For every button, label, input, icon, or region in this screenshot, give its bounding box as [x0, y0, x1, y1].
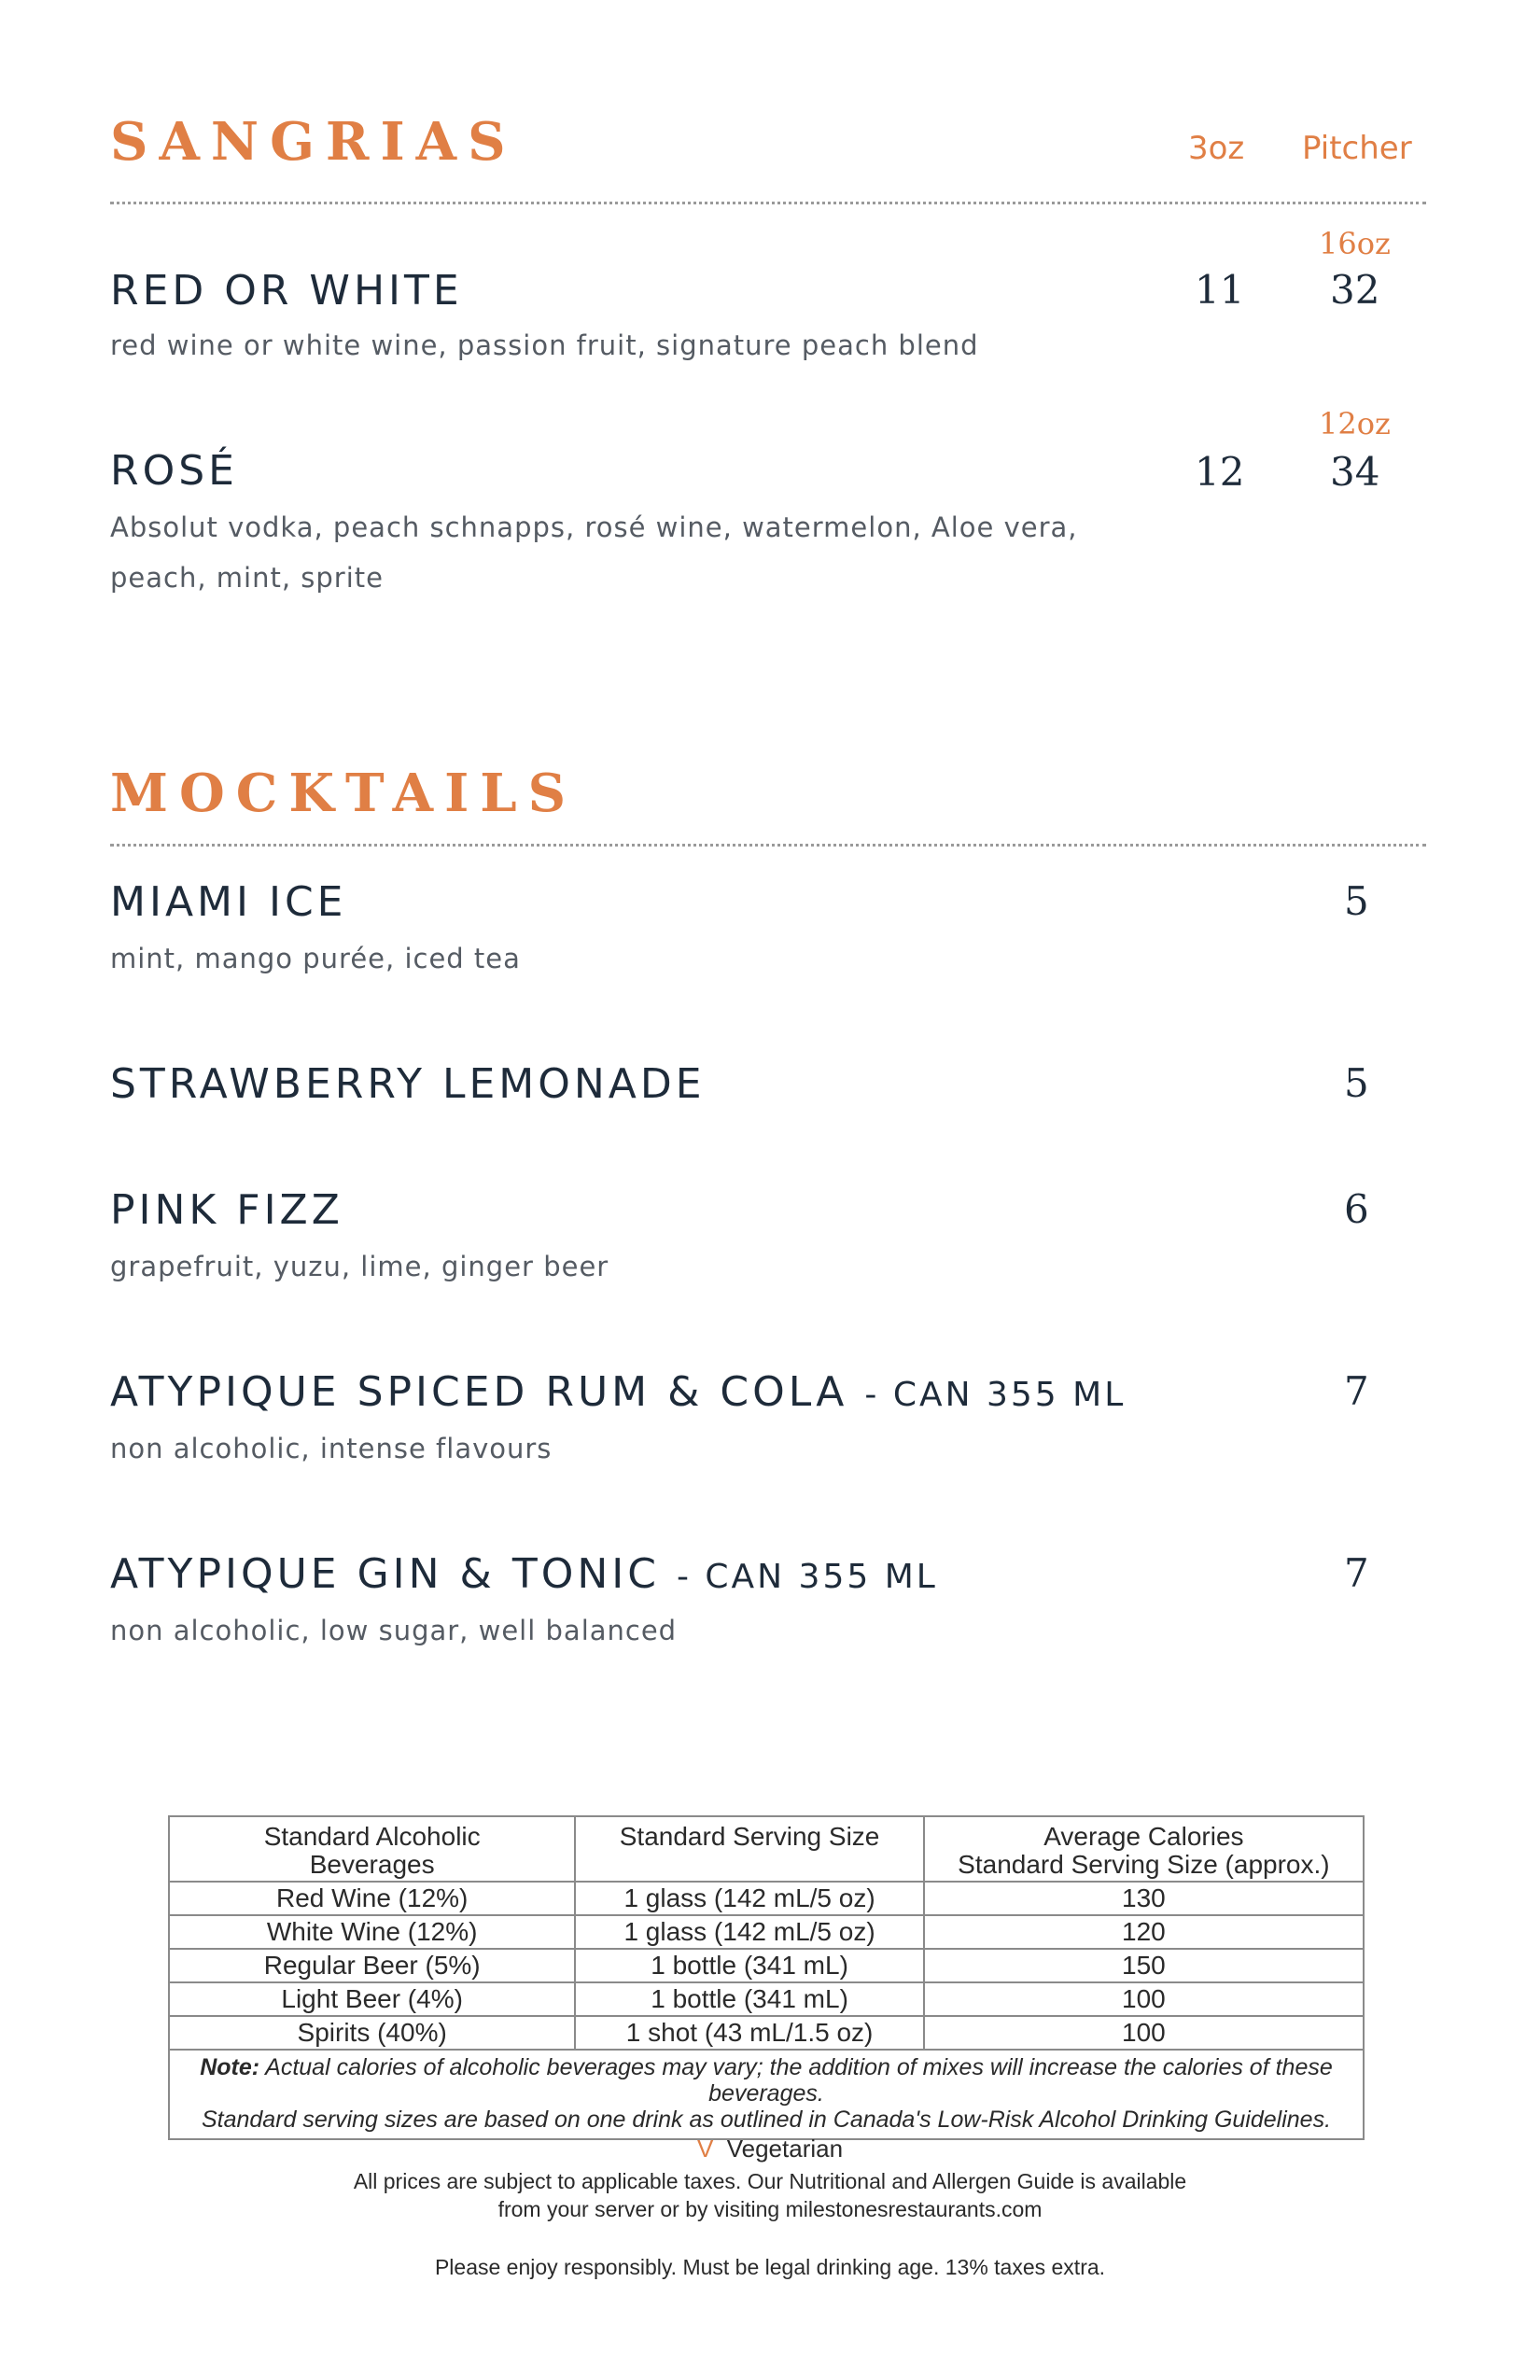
table-cell: 1 bottle (341 mL): [575, 1982, 923, 2016]
taxes-notice: All prices are subject to applicable taxes. Our Nutritional and Allergen Guide is available from your server or by visiting milestonesrestaurants.com: [353, 2169, 1187, 2221]
table-cell: Spirits (40%): [169, 2016, 575, 2050]
table-cell: 1 shot (43 mL/1.5 oz): [575, 2016, 923, 2050]
sangrias-heading: SANGRIAS: [110, 111, 517, 173]
legend-label: Vegetarian: [726, 2135, 844, 2163]
table-cell: White Wine (12%): [169, 1915, 575, 1949]
table-row: [169, 1982, 1364, 2016]
table-cell: 1 glass (142 mL/5 oz): [575, 1915, 923, 1949]
menu-item-name: [110, 1550, 938, 1598]
price: 5: [1344, 1060, 1369, 1106]
table-row: [169, 1882, 1364, 1915]
price-pitcher: 34: [1330, 449, 1380, 495]
table-cell: 130: [924, 1882, 1364, 1915]
pitcher-size-label: 12oz: [1319, 406, 1391, 441]
calorie-table: [168, 1815, 1365, 2140]
price: 7: [1344, 1368, 1369, 1414]
table-row: [169, 1949, 1364, 1982]
table-note-row: [169, 2050, 1364, 2139]
table-row: [169, 2016, 1364, 2050]
table-row: [169, 1915, 1364, 1949]
price-3oz: 11: [1195, 267, 1245, 313]
menu-item-name: PINK FIZZ: [110, 1186, 343, 1234]
table-header: Standard Alcoholic Beverages: [169, 1816, 575, 1882]
mocktails-divider: [110, 844, 1426, 847]
menu-item-description: Absolut vodka, peach schnapps, rosé wine, watermelon, Aloe vera,: [110, 511, 1078, 543]
menu-item-description: grapefruit, yuzu, lime, ginger beer: [110, 1251, 609, 1282]
menu-item-description: peach, mint, sprite: [110, 562, 384, 594]
table-cell: 100: [924, 1982, 1364, 2016]
table-header: Average Calories Standard Serving Size (approx.): [924, 1816, 1364, 1882]
price: 6: [1344, 1186, 1369, 1232]
menu-item-name: STRAWBERRY LEMONADE: [110, 1060, 706, 1108]
table-cell: 1 glass (142 mL/5 oz): [575, 1882, 923, 1915]
table-note: Note: Actual calories of alcoholic beverages may vary; the addition of mixes will increase the calories of these beverages. Standard serving sizes are based on one drink as outlined in Canada's Low-Risk Alcohol Drinking Guidelines.: [169, 2050, 1364, 2139]
menu-item-name: [110, 1368, 1127, 1416]
table-cell: 150: [924, 1949, 1364, 1982]
menu-item-description: non alcoholic, low sugar, well balanced: [110, 1615, 678, 1646]
vegetarian-legend: [0, 2135, 1540, 2163]
price-pitcher: 32: [1330, 267, 1380, 313]
sangrias-divider: [110, 202, 1426, 204]
table-header: Standard Serving Size: [575, 1816, 923, 1882]
menu-item-description: non alcoholic, intense flavours: [110, 1433, 553, 1464]
menu-item-title: ATYPIQUE SPICED RUM & COLA: [110, 1368, 848, 1416]
pitcher-size-label: 16oz: [1319, 226, 1391, 261]
responsibility-notice: Please enjoy responsibly. Must be legal drinking age. 13% taxes extra.: [434, 2255, 1106, 2279]
menu-item-name: MIAMI ICE: [110, 878, 347, 926]
menu-item-size: - CAN 355 ML: [676, 1558, 938, 1596]
price: 5: [1344, 878, 1369, 924]
sangrias-col-3oz: 3oz: [1188, 130, 1245, 167]
table-cell: 120: [924, 1915, 1364, 1949]
vegetarian-icon: V: [696, 2135, 714, 2163]
table-cell: Regular Beer (5%): [169, 1949, 575, 1982]
menu-item-description: mint, mango purée, iced tea: [110, 943, 521, 974]
table-header-row: [169, 1816, 1364, 1882]
menu-item-size: - CAN 355 ML: [864, 1376, 1127, 1414]
mocktails-heading: MOCKTAILS: [110, 763, 578, 824]
menu-item-name: RED OR WHITE: [110, 267, 463, 315]
price-3oz: 12: [1195, 449, 1245, 495]
menu-item-name: ROSÉ: [110, 447, 238, 495]
table-cell: 100: [924, 2016, 1364, 2050]
price: 7: [1344, 1550, 1369, 1596]
menu-item-description: red wine or white wine, passion fruit, signature peach blend: [110, 329, 979, 361]
table-cell: Red Wine (12%): [169, 1882, 575, 1915]
table-cell: Light Beer (4%): [169, 1982, 575, 2016]
table-cell: 1 bottle (341 mL): [575, 1949, 923, 1982]
menu-item-title: ATYPIQUE GIN & TONIC: [110, 1550, 660, 1598]
sangrias-col-pitcher: Pitcher: [1302, 130, 1412, 167]
